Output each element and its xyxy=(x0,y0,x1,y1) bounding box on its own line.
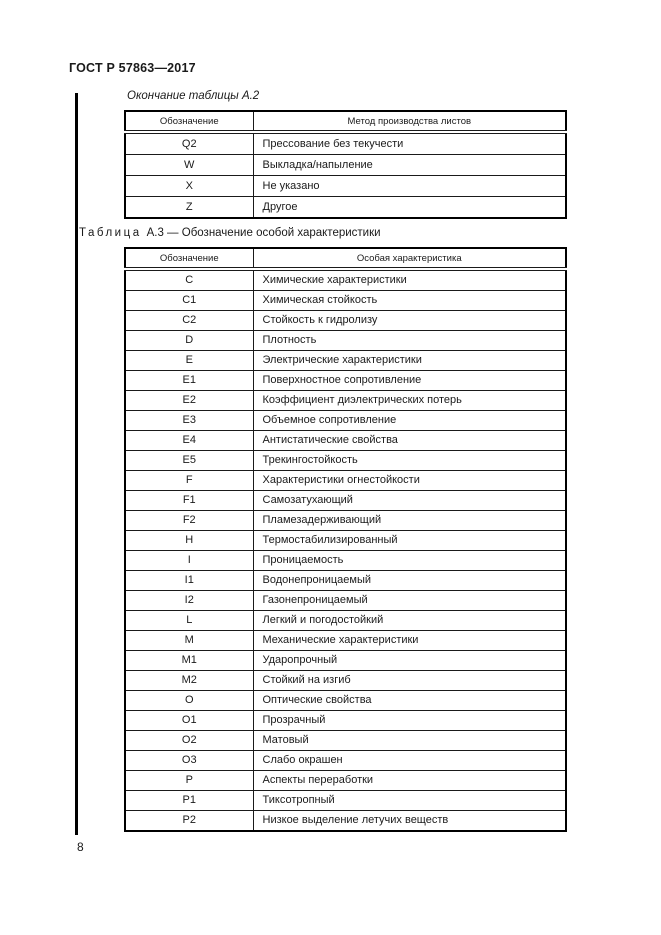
description-cell: Самозатухающий xyxy=(253,491,566,511)
table-row xyxy=(125,451,566,471)
designation-cell: Z xyxy=(125,197,253,219)
table-row xyxy=(125,631,566,651)
designation-cell: C1 xyxy=(125,291,253,311)
table-row xyxy=(125,331,566,351)
description-cell: Трекингостойкость xyxy=(253,451,566,471)
designation-cell: X xyxy=(125,176,253,197)
table-row xyxy=(125,811,566,832)
description-cell: Термостабилизированный xyxy=(253,531,566,551)
designation-cell: F xyxy=(125,471,253,491)
description-cell: Прозрачный xyxy=(253,711,566,731)
column-header-designation: Обозначение xyxy=(125,248,253,269)
description-cell: Электрические характеристики xyxy=(253,351,566,371)
designation-cell: I2 xyxy=(125,591,253,611)
change-bar xyxy=(75,93,78,835)
table-row xyxy=(125,269,566,291)
designation-cell: E xyxy=(125,351,253,371)
table-row xyxy=(125,511,566,531)
table-row xyxy=(125,791,566,811)
table-row xyxy=(125,711,566,731)
table-row xyxy=(125,751,566,771)
table-row xyxy=(125,551,566,571)
description-cell: Поверхностное сопротивление xyxy=(253,371,566,391)
designation-cell: E1 xyxy=(125,371,253,391)
table-a2-header-row xyxy=(125,111,566,132)
table-a3-caption xyxy=(79,227,381,239)
column-header-special-characteristic: Особая характеристика xyxy=(253,248,566,269)
designation-cell: M1 xyxy=(125,651,253,671)
table-row xyxy=(125,351,566,371)
column-header-production-method: Метод производства листов xyxy=(253,111,566,132)
document-header: ГОСТ Р 57863—2017 xyxy=(69,61,196,75)
designation-cell: E5 xyxy=(125,451,253,471)
description-cell: Коэффициент диэлектрических потерь xyxy=(253,391,566,411)
designation-cell: I1 xyxy=(125,571,253,591)
table-row xyxy=(125,176,566,197)
designation-cell: E4 xyxy=(125,431,253,451)
description-cell: Не указано xyxy=(253,176,566,197)
description-cell: Слабо окрашен xyxy=(253,751,566,771)
description-cell: Другое xyxy=(253,197,566,219)
description-cell: Стойкость к гидролизу xyxy=(253,311,566,331)
designation-cell: M2 xyxy=(125,671,253,691)
table-row xyxy=(125,611,566,631)
description-cell: Аспекты переработки xyxy=(253,771,566,791)
designation-cell: C xyxy=(125,269,253,291)
designation-cell: P2 xyxy=(125,811,253,832)
description-cell: Оптические свойства xyxy=(253,691,566,711)
table-row xyxy=(125,691,566,711)
description-cell: Прессование без текучести xyxy=(253,132,566,155)
designation-cell: E2 xyxy=(125,391,253,411)
table-row xyxy=(125,471,566,491)
table-a3-caption-word: Таблица xyxy=(79,227,142,239)
table-row xyxy=(125,531,566,551)
table-a2 xyxy=(124,110,567,219)
designation-cell: O3 xyxy=(125,751,253,771)
description-cell: Химические характеристики xyxy=(253,269,566,291)
table-row xyxy=(125,651,566,671)
description-cell: Газонепроницаемый xyxy=(253,591,566,611)
designation-cell: P1 xyxy=(125,791,253,811)
table-row xyxy=(125,491,566,511)
table-a2-caption: Окончание таблицы А.2 xyxy=(127,90,260,102)
description-cell: Плотность xyxy=(253,331,566,351)
designation-cell: E3 xyxy=(125,411,253,431)
table-row xyxy=(125,391,566,411)
table-row xyxy=(125,771,566,791)
column-header-designation: Обозначение xyxy=(125,111,253,132)
description-cell: Низкое выделение летучих веществ xyxy=(253,811,566,832)
description-cell: Механические характеристики xyxy=(253,631,566,651)
designation-cell: O1 xyxy=(125,711,253,731)
description-cell: Тиксотропный xyxy=(253,791,566,811)
description-cell: Стойкий на изгиб xyxy=(253,671,566,691)
table-a3-caption-text: А.3 — Обозначение особой характеристики xyxy=(146,227,381,239)
designation-cell: O2 xyxy=(125,731,253,751)
designation-cell: L xyxy=(125,611,253,631)
table-row xyxy=(125,431,566,451)
designation-cell: H xyxy=(125,531,253,551)
description-cell: Объемное сопротивление xyxy=(253,411,566,431)
designation-cell: M xyxy=(125,631,253,651)
table-row xyxy=(125,132,566,155)
description-cell: Водонепроницаемый xyxy=(253,571,566,591)
description-cell: Проницаемость xyxy=(253,551,566,571)
description-cell: Легкий и погодостойкий xyxy=(253,611,566,631)
description-cell: Выкладка/напыление xyxy=(253,155,566,176)
table-row xyxy=(125,571,566,591)
designation-cell: F2 xyxy=(125,511,253,531)
page-number: 8 xyxy=(77,840,84,854)
table-row xyxy=(125,731,566,751)
description-cell: Матовый xyxy=(253,731,566,751)
table-row xyxy=(125,591,566,611)
description-cell: Химическая стойкость xyxy=(253,291,566,311)
designation-cell: P xyxy=(125,771,253,791)
table-a3 xyxy=(124,247,567,832)
designation-cell: O xyxy=(125,691,253,711)
table-row xyxy=(125,155,566,176)
description-cell: Характеристики огнестойкости xyxy=(253,471,566,491)
designation-cell: D xyxy=(125,331,253,351)
designation-cell: C2 xyxy=(125,311,253,331)
designation-cell: W xyxy=(125,155,253,176)
table-row xyxy=(125,197,566,219)
table-row xyxy=(125,291,566,311)
description-cell: Пламезадерживающий xyxy=(253,511,566,531)
description-cell: Антистатические свойства xyxy=(253,431,566,451)
table-row xyxy=(125,411,566,431)
description-cell: Ударопрочный xyxy=(253,651,566,671)
designation-cell: I xyxy=(125,551,253,571)
table-a3-header-row xyxy=(125,248,566,269)
designation-cell: F1 xyxy=(125,491,253,511)
table-row xyxy=(125,371,566,391)
table-row xyxy=(125,671,566,691)
table-row xyxy=(125,311,566,331)
designation-cell: Q2 xyxy=(125,132,253,155)
